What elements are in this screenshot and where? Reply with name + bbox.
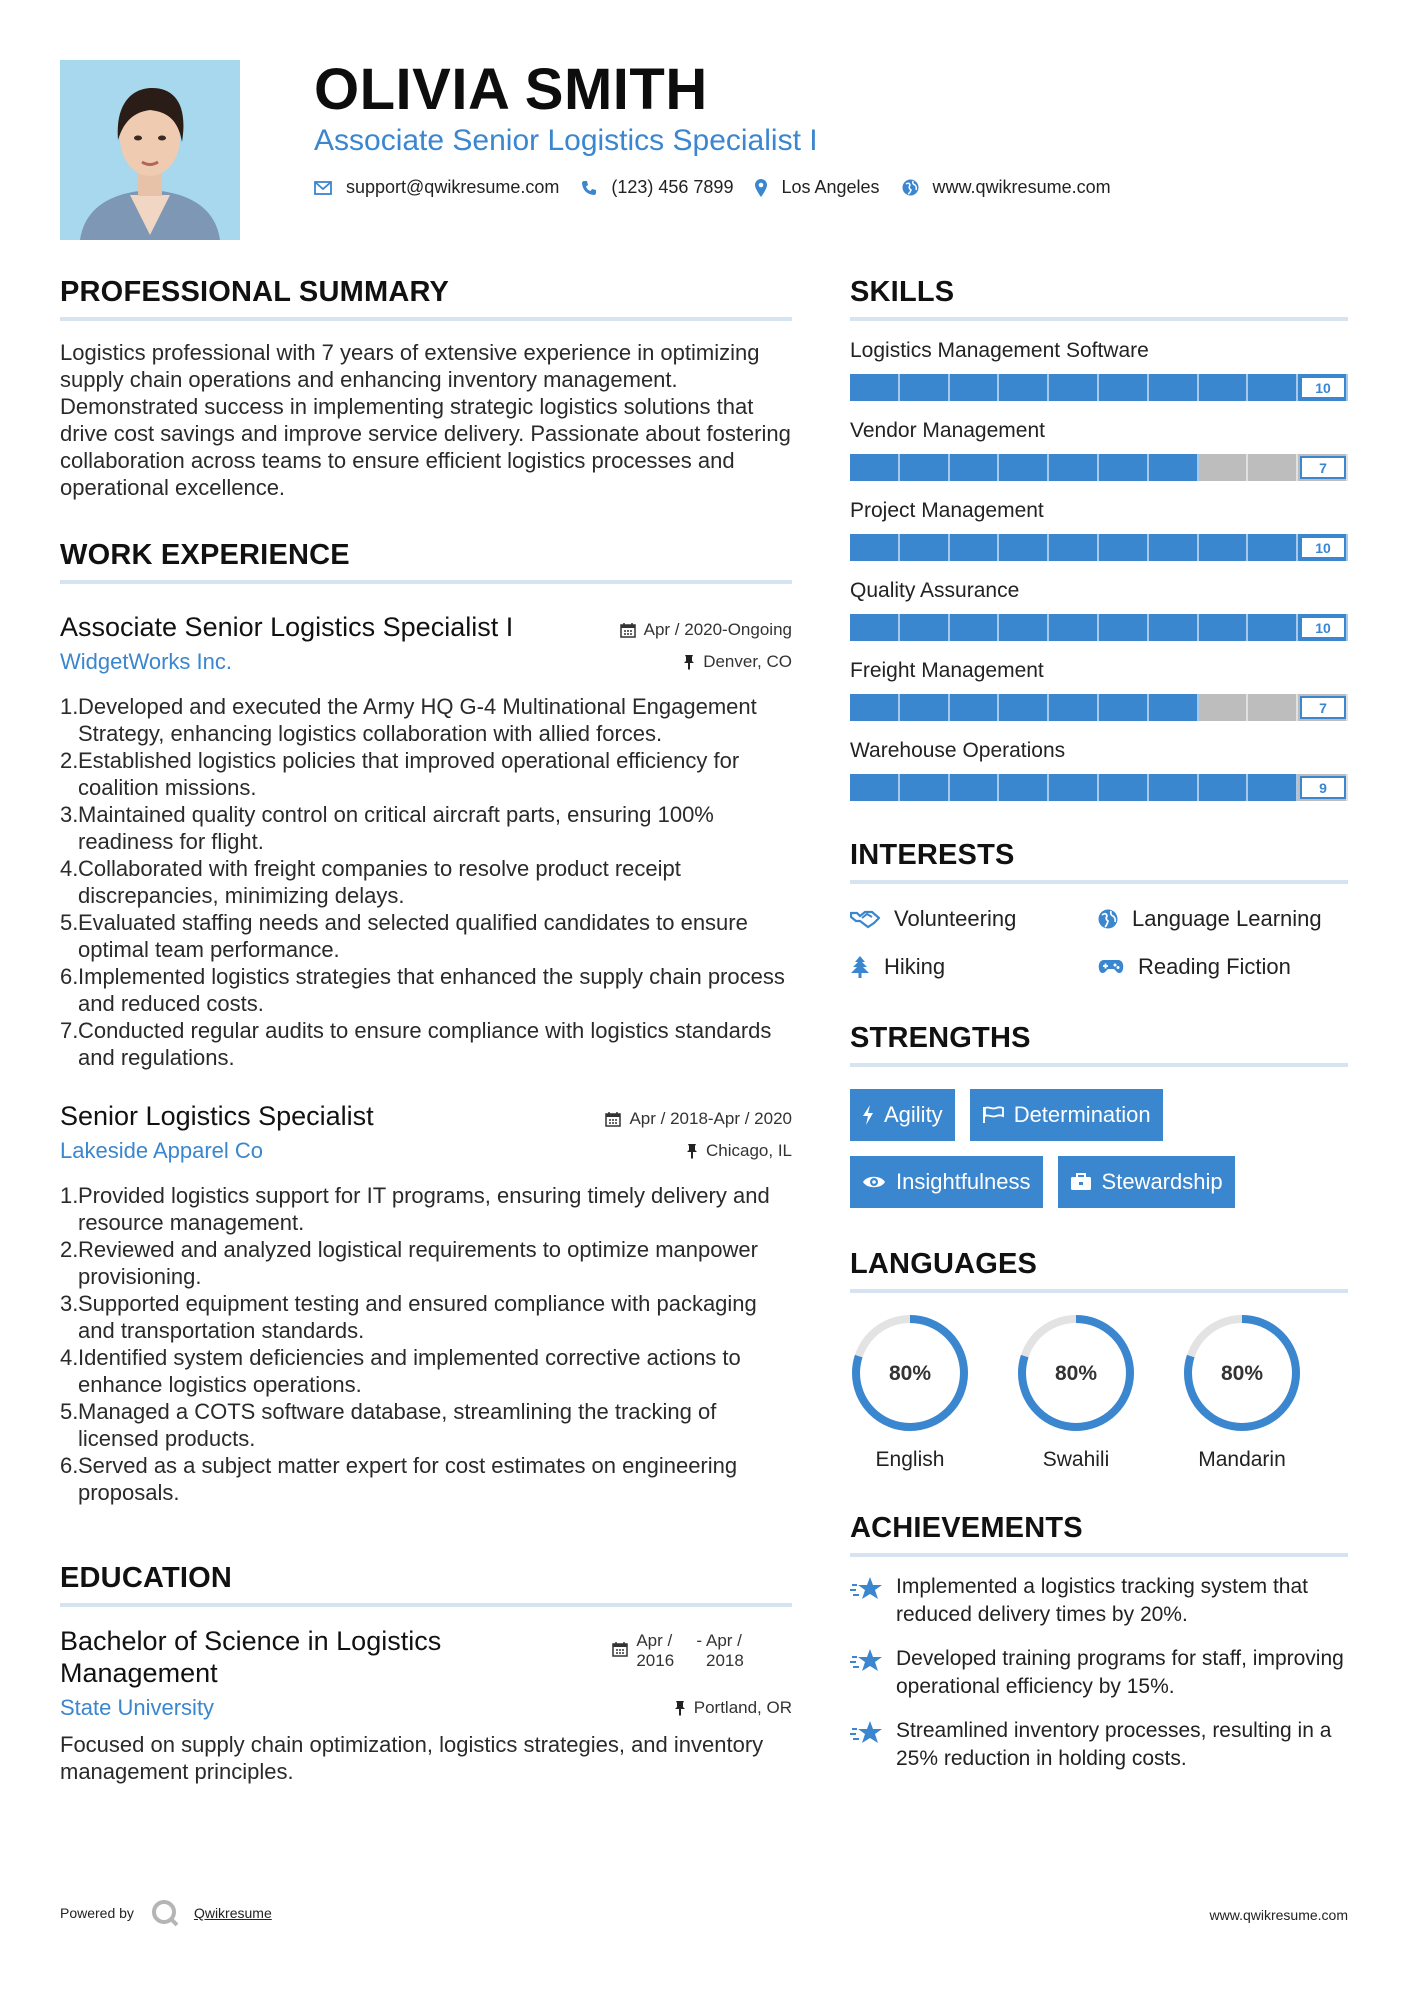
location-text: Los Angeles xyxy=(781,177,880,197)
strength-tag: Stewardship xyxy=(1058,1156,1235,1208)
achievement-item: Developed training programs for staff, improving operational efficiency by 15%. xyxy=(850,1645,1348,1701)
powered-by-text: Powered by xyxy=(60,1905,134,1921)
experience-section xyxy=(60,539,792,1506)
interest-item: Language Learning xyxy=(1098,906,1348,932)
map-marker-icon xyxy=(755,179,767,197)
skill-name: Logistics Management Software xyxy=(850,339,1149,362)
language-item xyxy=(1016,1313,1136,1472)
eye-icon xyxy=(862,1174,886,1190)
email-text: support@qwikresume.com xyxy=(346,177,560,197)
language-name: English xyxy=(875,1448,945,1471)
star-icon xyxy=(850,1575,884,1603)
brand-link[interactable]: Qwikresume xyxy=(193,1905,272,1921)
section-divider xyxy=(60,317,792,321)
skill-score: 10 xyxy=(1300,616,1346,639)
section-divider xyxy=(850,880,1348,884)
degree-title: Bachelor of Science in Logistics Management xyxy=(60,1626,442,1688)
job-location xyxy=(686,1141,792,1161)
envelope-icon xyxy=(314,181,332,195)
skill-score: 7 xyxy=(1300,696,1346,719)
website-contact[interactable] xyxy=(902,177,1111,198)
languages-section xyxy=(850,1248,1348,1472)
job-bullets xyxy=(60,1182,792,1506)
language-percent: 80% xyxy=(1054,1362,1098,1385)
job-entry xyxy=(60,1101,792,1506)
education-section xyxy=(60,1562,792,1785)
achievements-heading: ACHIEVEMENTS xyxy=(850,1512,1083,1544)
language-percent: 80% xyxy=(1220,1362,1264,1385)
calendar-icon xyxy=(612,1641,628,1657)
list-item: 6. Served as a subject matter expert for cost estimates on engineering proposals. xyxy=(60,1453,738,1505)
language-item xyxy=(850,1313,970,1472)
job-title: Senior Logistics Specialist xyxy=(60,1101,374,1131)
right-column xyxy=(850,276,1348,1773)
strengths-section xyxy=(850,1022,1348,1223)
section-divider xyxy=(850,1289,1348,1293)
job-bullets xyxy=(60,693,792,1071)
qwikresume-logo-icon xyxy=(150,1898,180,1928)
company-name: Lakeside Apparel Co xyxy=(60,1138,264,1163)
education-start-date: Apr / 2016 xyxy=(636,1631,675,1670)
strengths-heading: STRENGTHS xyxy=(850,1022,1031,1054)
skill-score: 10 xyxy=(1300,376,1346,399)
skill-bar xyxy=(850,694,1348,721)
school-name: State University xyxy=(60,1695,215,1720)
bolt-icon xyxy=(862,1105,874,1125)
website-text: www.qwikresume.com xyxy=(932,177,1111,197)
achievement-item: Streamlined inventory processes, resulting in a 25% reduction in holding costs. xyxy=(850,1717,1348,1773)
language-name: Mandarin xyxy=(1198,1448,1286,1471)
list-item: 3. Supported equipment testing and ensured compliance with packaging and transportation standards. xyxy=(60,1291,757,1343)
skill-score: 10 xyxy=(1300,536,1346,559)
strength-tag: Insightfulness xyxy=(850,1156,1043,1208)
phone-contact[interactable] xyxy=(581,177,733,198)
list-item: 7. Conducted regular audits to ensure compliance with logistics standards and regulations. xyxy=(60,1018,772,1070)
company-name: WidgetWorks Inc. xyxy=(60,649,232,674)
language-item xyxy=(1182,1313,1302,1472)
skills-list xyxy=(850,339,1348,801)
skill-name: Vendor Management xyxy=(850,419,1045,442)
list-item: 1. Provided logistics support for IT programs, ensuring timely delivery and resource management. xyxy=(60,1183,770,1235)
language-progress-ring xyxy=(1182,1313,1302,1433)
skill-item xyxy=(850,739,1348,801)
list-item: 3. Maintained quality control on critical aircraft parts, ensuring 100% readiness for flight. xyxy=(60,802,714,854)
skill-item xyxy=(850,659,1348,721)
interests-section xyxy=(850,839,1348,980)
list-item: 2. Established logistics policies that improved operational efficiency for coalition missions. xyxy=(60,748,740,800)
list-item: 5. Managed a COTS software database, streamlining the tracking of licensed products. xyxy=(60,1399,717,1451)
pin-icon xyxy=(674,1700,686,1716)
left-column xyxy=(60,276,792,1785)
language-percent: 80% xyxy=(888,1362,932,1385)
briefcase-icon xyxy=(1070,1173,1092,1191)
summary-text: Logistics professional with 7 years of extensive experience in optimizing supply chain operations and enhancing inventory management. Demonstrated success in implementing strategic logistics solutions that drive cost savings and improve service delivery. Passionate about fostering collaboration across teams to ensure efficient logistics processes and operational excellence. xyxy=(60,340,791,500)
list-item: 4. Collaborated with freight companies to resolve product receipt discrepancies, minimizing delays. xyxy=(60,856,681,908)
star-icon xyxy=(850,1719,884,1747)
calendar-icon xyxy=(620,622,636,638)
achievements-section xyxy=(850,1512,1348,1773)
strength-tag: Determination xyxy=(970,1089,1163,1141)
job-dates xyxy=(605,1109,792,1129)
skill-bar xyxy=(850,374,1348,401)
summary-section xyxy=(60,276,792,501)
calendar-icon xyxy=(605,1111,621,1127)
section-divider xyxy=(60,1603,792,1607)
profile-photo xyxy=(60,60,240,240)
job-location-text: Denver, CO xyxy=(703,652,792,671)
skills-heading: SKILLS xyxy=(850,276,955,308)
languages-list xyxy=(850,1313,1348,1472)
globe-icon xyxy=(902,179,919,196)
section-divider xyxy=(850,1063,1348,1067)
footer-branding xyxy=(60,1898,272,1928)
candidate-name: OLIVIA SMITH xyxy=(314,57,708,122)
job-dates xyxy=(620,620,792,640)
interest-item: Volunteering xyxy=(850,906,1098,932)
skill-item xyxy=(850,579,1348,641)
gamepad-icon xyxy=(1098,959,1124,975)
education-location xyxy=(674,1698,792,1718)
education-dates: Apr / 2016 - Apr / 2018 xyxy=(612,1631,762,1671)
skill-item xyxy=(850,339,1348,401)
section-divider xyxy=(850,317,1348,321)
interest-item: Hiking xyxy=(850,954,1098,980)
list-item: 6. Implemented logistics strategies that enhanced the supply chain process and reduced costs. xyxy=(60,964,785,1016)
skill-item xyxy=(850,419,1348,481)
education-heading: EDUCATION xyxy=(60,1562,233,1594)
footer-website[interactable]: www.qwikresume.com xyxy=(1209,1907,1348,1923)
languages-heading: LANGUAGES xyxy=(850,1248,1038,1280)
skill-name: Project Management xyxy=(850,499,1044,522)
job-dates-text: Apr / 2020-Ongoing xyxy=(643,620,792,639)
education-end-date: Apr / 2018 xyxy=(706,1631,744,1670)
handshake-icon xyxy=(850,909,880,929)
skill-bar xyxy=(850,774,1348,801)
job-dates-text: Apr / 2018-Apr / 2020 xyxy=(629,1109,792,1128)
strength-tag: Agility xyxy=(850,1089,955,1141)
skill-name: Freight Management xyxy=(850,659,1044,682)
skill-score: 7 xyxy=(1300,456,1346,479)
phone-text: (123) 456 7899 xyxy=(611,177,734,197)
language-name: Swahili xyxy=(1042,1448,1110,1471)
email-contact[interactable] xyxy=(314,177,559,198)
experience-heading: WORK EXPERIENCE xyxy=(60,539,350,571)
job-entry xyxy=(60,612,792,1071)
skill-bar xyxy=(850,454,1348,481)
contact-bar xyxy=(314,177,1133,198)
pin-icon xyxy=(686,1143,698,1159)
candidate-title: Associate Senior Logistics Specialist I xyxy=(314,124,818,157)
section-divider xyxy=(850,1553,1348,1557)
skill-bar xyxy=(850,534,1348,561)
star-icon xyxy=(850,1647,884,1675)
skill-name: Warehouse Operations xyxy=(850,739,1066,762)
list-item: 2. Reviewed and analyzed logistical requirements to optimize manpower provisioning. xyxy=(60,1237,758,1289)
interest-item: Reading Fiction xyxy=(1098,954,1348,980)
job-location xyxy=(683,652,792,672)
language-progress-ring xyxy=(1016,1313,1136,1433)
list-item: 5. Evaluated staffing needs and selected qualified candidates to ensure optimal team performance. xyxy=(60,910,748,962)
language-progress-ring xyxy=(850,1313,970,1433)
section-divider xyxy=(60,580,792,584)
globe-icon xyxy=(1098,909,1118,929)
skills-section xyxy=(850,276,1348,801)
skill-name: Quality Assurance xyxy=(850,579,1020,602)
summary-heading: PROFESSIONAL SUMMARY xyxy=(60,276,450,308)
skill-item xyxy=(850,499,1348,561)
pin-icon xyxy=(683,654,695,670)
tree-icon xyxy=(850,956,870,978)
flag-icon xyxy=(982,1106,1004,1124)
skill-bar xyxy=(850,614,1348,641)
skill-score: 9 xyxy=(1300,776,1346,799)
interests-heading: INTERESTS xyxy=(850,839,1015,871)
job-location-text: Chicago, IL xyxy=(706,1141,792,1160)
list-item: 1. Developed and executed the Army HQ G-4 Multinational Engagement Strategy, enhancing logistics collaboration with allied forces. xyxy=(60,694,757,746)
education-description: Focused on supply chain optimization, logistics strategies, and inventory management principles. xyxy=(60,1732,764,1784)
education-location-text: Portland, OR xyxy=(693,1698,792,1717)
phone-icon xyxy=(581,180,597,196)
achievement-item: Implemented a logistics tracking system that reduced delivery times by 20%. xyxy=(850,1573,1348,1629)
job-title: Associate Senior Logistics Specialist I xyxy=(60,612,514,642)
location-contact xyxy=(755,177,879,198)
list-item: 4. Identified system deficiencies and implemented corrective actions to enhance logistics operations. xyxy=(60,1345,741,1397)
